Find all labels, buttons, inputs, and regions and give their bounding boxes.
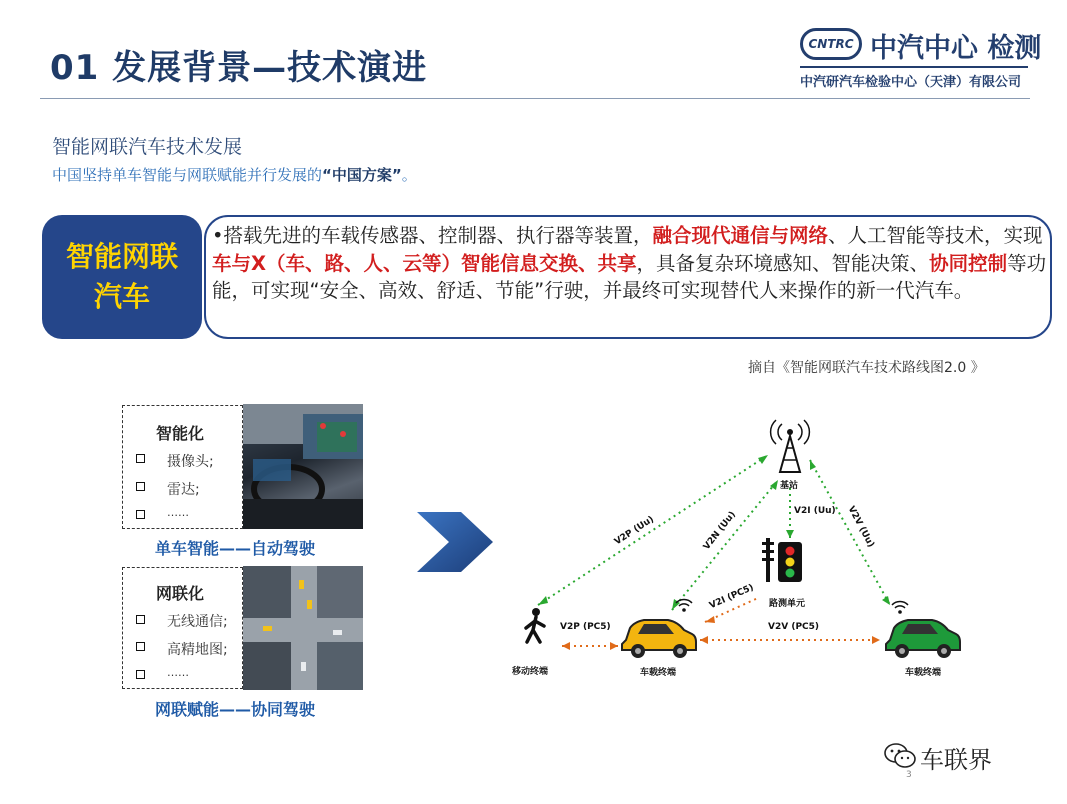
car-green-icon	[886, 620, 960, 658]
logo-divider	[800, 66, 1028, 68]
mobile-terminal-label: 移动终端	[512, 667, 549, 677]
card-intelligence-caption: 单车智能——自动驾驶	[155, 539, 316, 558]
wechat-icon	[883, 742, 917, 770]
checkbox-icon	[136, 670, 145, 679]
bullet: •	[212, 224, 224, 247]
roadside-unit-label: 路测单元	[769, 599, 806, 609]
checkbox-icon	[136, 510, 145, 519]
link-label-v2p-uu: V2P (Uu)	[612, 514, 657, 548]
def-text-1: 搭载先进的车载传感器、控制器、执行器等装置，	[223, 224, 653, 247]
checkbox-icon	[136, 615, 145, 624]
page-number: 3	[906, 770, 912, 780]
intro-line-prefix: 中国坚持单车智能与网联赋能并行发展的	[52, 166, 323, 184]
def-highlight-2: 车与X（车、路、人、云等）智能信息交换、共享	[212, 251, 637, 275]
link-label-v2v-uu: V2V (Uu)	[845, 504, 876, 550]
definition-text	[212, 222, 1048, 305]
link-label-v2v-pc5: V2V (PC5)	[768, 622, 820, 632]
card-connectivity-item: 高精地图;	[167, 642, 228, 658]
def-highlight-1: 融合现代通信与网络	[652, 224, 829, 247]
wifi-icon	[676, 600, 692, 612]
checkbox-icon	[136, 454, 145, 463]
link-label-v2i-pc5: V2I (PC5)	[708, 582, 756, 612]
header-divider	[40, 98, 1030, 99]
def-text-4: 等功能，可实现“安全、高效、舒适、节能”行驶，并最终可实现替代人来操作的新一代汽车。	[212, 251, 1047, 302]
cockpit-photo	[243, 404, 363, 529]
def-text-2: 、人工智能等技术，实现	[828, 224, 1043, 247]
badge-line-2: 汽车	[93, 280, 150, 313]
card-connectivity-title: 网联化	[156, 584, 205, 603]
car-yellow-icon	[622, 620, 696, 658]
card-connectivity-item: 无线通信;	[167, 614, 228, 630]
pedestrian-icon	[526, 608, 544, 642]
card-intelligence-item: 摄像头;	[167, 454, 214, 470]
link-label-v2i-uu: V2I (Uu)	[794, 506, 836, 516]
card-connectivity-item: ……	[167, 666, 189, 679]
link-label-v2n-uu: V2N (Uu)	[701, 509, 738, 553]
vehicle-terminal-label: 车载终端	[905, 668, 942, 678]
checkbox-icon	[136, 642, 145, 651]
intersection-photo	[243, 566, 363, 690]
v2x-diagram	[500, 410, 980, 680]
def-text-3: ，具备复杂环境感知、智能决策、	[636, 251, 930, 275]
logo-subtitle: 中汽研汽车检验中心（天津）有限公司	[800, 75, 1022, 90]
traffic-light-icon	[762, 538, 802, 582]
watermark: 车联界	[920, 746, 992, 774]
intro-line-suffix: 。	[401, 166, 417, 184]
def-highlight-3: 协同控制	[929, 251, 1008, 275]
card-intelligence-item: 雷达;	[167, 482, 200, 498]
intro-line	[52, 164, 417, 185]
link-label-v2p-pc5: V2P (PC5)	[560, 622, 611, 632]
checkbox-icon	[136, 482, 145, 491]
badge-line-1: 智能网联	[65, 240, 178, 273]
card-intelligence-title: 智能化	[156, 424, 205, 443]
definition-badge	[42, 215, 202, 339]
card-intelligence-item: ……	[167, 506, 189, 519]
source-citation: 摘自《智能网联汽车技术路线图2.0 》	[748, 360, 985, 376]
vehicle-terminal-label: 车载终端	[640, 668, 677, 678]
base-station-label: 基站	[780, 481, 799, 491]
logo-main-text: 中汽中心 检测	[870, 33, 1042, 64]
card-connectivity-caption: 网联赋能——协同驾驶	[155, 700, 316, 719]
section-subtitle: 智能网联汽车技术发展	[52, 136, 243, 158]
chevron-right-icon	[417, 512, 495, 576]
wifi-icon	[892, 602, 908, 614]
base-station-icon	[771, 420, 810, 472]
page-title: 01 发展背景—技术演进	[50, 48, 428, 88]
logo-badge: CNTRC	[800, 28, 862, 60]
intro-line-bold: “中国方案”	[322, 166, 402, 184]
